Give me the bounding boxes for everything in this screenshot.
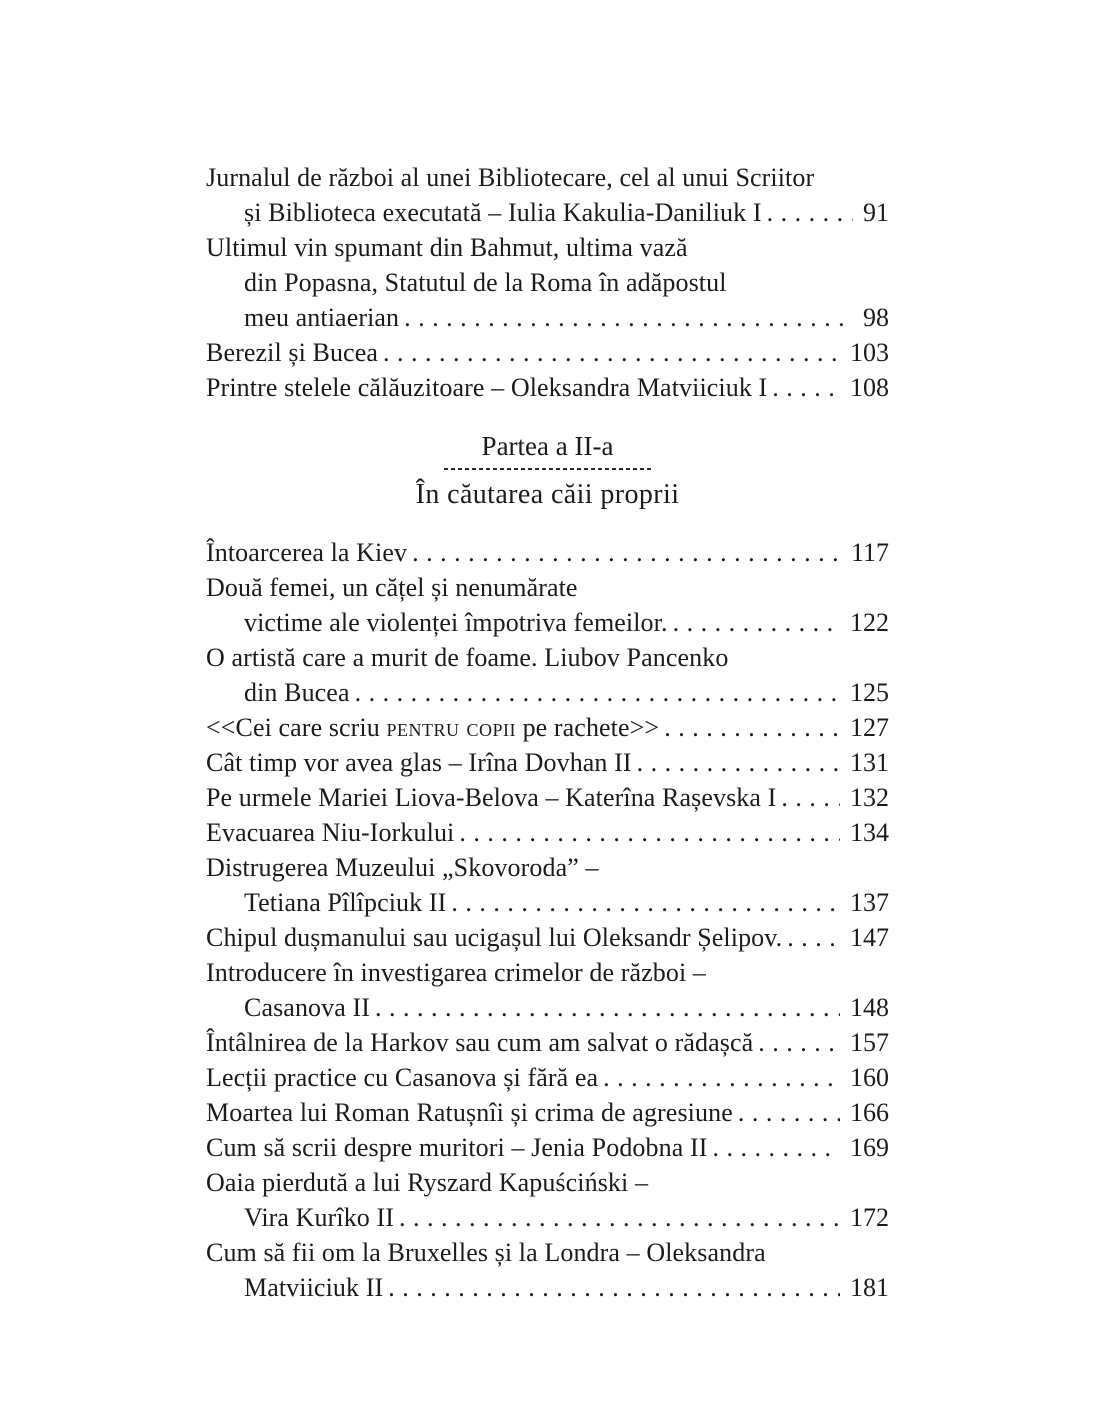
part-title: În căutarea căii proprii [415, 479, 680, 510]
toc-entry-line [206, 850, 889, 885]
toc-entry-line [206, 1025, 889, 1060]
toc-entry-text: Berezil și Bucea [206, 338, 378, 367]
page-number: 132 [850, 783, 889, 812]
toc-entry-line [206, 300, 889, 335]
toc-entry-text: Pe urmele Mariei Liova-Belova – Katerîna Rașevska I [206, 783, 777, 812]
page-number: 125 [850, 678, 889, 707]
page-number: 157 [850, 1028, 889, 1057]
toc-entry-text: Printre stelele călăuzitoare – Oleksandra Matviiciuk I [206, 373, 768, 402]
toc-entry-text: Întâlnirea de la Harkov sau cum am salvat o rădașcă [206, 1028, 754, 1057]
dot-leader [603, 1060, 840, 1095]
toc-entry-line [206, 570, 889, 605]
dot-leader [451, 885, 840, 920]
page-number: 108 [850, 373, 889, 402]
toc-entry-text: Două femei, un cățel și nenumărate [206, 573, 578, 602]
part-label: Partea a II-a [481, 431, 614, 461]
toc-entry-line [206, 1060, 889, 1095]
dot-leader [781, 780, 840, 815]
dot-leader [758, 1025, 840, 1060]
toc-entry-text: Lecții practice cu Casanova și fără ea [206, 1063, 599, 1092]
toc-entry-line [206, 535, 889, 570]
toc-entry-line [206, 710, 889, 745]
dot-leader [388, 1270, 840, 1305]
page-number: 160 [850, 1063, 889, 1092]
page-number: 181 [850, 1273, 889, 1302]
toc-entry-text: Cum să fii om la Bruxelles și la Londra – Oleksandra [206, 1238, 766, 1267]
toc-entry-text: Casanova II [244, 993, 370, 1022]
section-header [206, 429, 889, 513]
toc-entry-text: Vira Kurîko II [244, 1203, 395, 1232]
toc-entry-text: meu antiaerian [244, 303, 400, 332]
page-number: 148 [850, 993, 889, 1022]
toc-entry-line [206, 1095, 889, 1130]
toc-entry-text: Jurnalul de război al unei Bibliotecare, cel al unui Scriitor [206, 163, 815, 192]
page-number: 137 [850, 888, 889, 917]
toc-entry-text: Distrugerea Muzeului „Skovoroda” – [206, 853, 599, 882]
page-number: 103 [850, 338, 889, 367]
toc-entry-text: Tetiana Pîlîpciuk II [244, 888, 447, 917]
toc-entry-line [206, 1200, 889, 1235]
small-caps-text: pentru copii [386, 713, 516, 742]
page-number: 172 [850, 1203, 889, 1232]
page-number: 147 [850, 923, 889, 952]
toc-entry-line [206, 195, 889, 230]
dot-leader [787, 920, 840, 955]
toc-entry-text: victime ale violenței împotriva femeilor. [244, 608, 668, 637]
toc-entry-text: Cum să scrii despre muritori – Jenia Podobna II [206, 1133, 708, 1162]
toc-entry-line [206, 335, 889, 370]
dot-leader [383, 335, 840, 370]
toc-entry-text: Ultimul vin spumant din Bahmut, ultima vază [206, 233, 688, 262]
toc-entry-line [206, 955, 889, 990]
toc-part1-list [206, 160, 889, 405]
page-number: 169 [850, 1133, 889, 1162]
toc-entry-line [206, 1165, 889, 1200]
dot-leader [767, 195, 853, 230]
dot-leader [355, 675, 840, 710]
toc-entry-line [206, 745, 889, 780]
dot-leader [637, 745, 840, 780]
toc-entry-text: Cât timp vor avea glas – Irîna Dovhan II [206, 748, 632, 777]
toc-entry-line [206, 1270, 889, 1305]
toc-entry-line [206, 1235, 889, 1270]
toc-entry-text: O artistă care a murit de foame. Liubov Pancenko [206, 643, 729, 672]
toc-entry-line [206, 815, 889, 850]
toc-entry-text: și Biblioteca executată – Iulia Kakulia-Daniliuk I [244, 198, 762, 227]
toc-entry-line [206, 160, 889, 195]
dot-leader [459, 815, 840, 850]
toc-entry-line [206, 990, 889, 1025]
dot-leader [738, 1095, 840, 1130]
table-of-contents [206, 160, 889, 1305]
dot-leader [673, 605, 840, 640]
toc-entry-line [206, 605, 889, 640]
toc-entry-line [206, 920, 889, 955]
toc-entry-text: Oaia pierdută a lui Ryszard Kapuściński – [206, 1168, 649, 1197]
toc-entry-text: Întoarcerea la Kiev [206, 538, 408, 567]
dot-leader [399, 1200, 840, 1235]
page-number: 166 [850, 1098, 889, 1127]
toc-entry-text: Moartea lui Roman Ratușnîi și crima de agresiune [206, 1098, 733, 1127]
toc-entry-line [206, 780, 889, 815]
page-number: 127 [850, 713, 889, 742]
toc-entry-text: Chipul dușmanului sau ucigașul lui Oleksandr Șelipov. [206, 923, 783, 952]
page-number: 131 [850, 748, 889, 777]
toc-entry-line [206, 230, 889, 265]
dot-leader [664, 710, 840, 745]
page-number: 134 [850, 818, 889, 847]
dot-leader [412, 535, 841, 570]
page-number: 91 [863, 198, 889, 227]
toc-entry-line [206, 1130, 889, 1165]
dot-leader [404, 300, 853, 335]
page-number: 98 [863, 303, 889, 332]
toc-entry-line [206, 265, 889, 300]
dot-leader [713, 1130, 841, 1165]
toc-entry-text: Matviiciuk II [244, 1273, 384, 1302]
dashed-divider [444, 468, 652, 470]
toc-entry-text: din Popasna, Statutul de la Roma în adăpostul [244, 268, 727, 297]
dot-leader [375, 990, 840, 1025]
toc-entry-text: Introducere în investigarea crimelor de război – [206, 958, 707, 987]
toc-entry-line [206, 885, 889, 920]
toc-entry-text: Evacuarea Niu-Iorkului [206, 818, 455, 847]
toc-entry-text: <<Cei care scriu pentru copii pe rachete>> [206, 713, 660, 742]
toc-entry-line [206, 370, 889, 405]
toc-entry-line [206, 640, 889, 675]
toc-entry-line [206, 675, 889, 710]
page-number: 117 [850, 538, 889, 567]
page-number: 122 [850, 608, 889, 637]
dot-leader [772, 370, 840, 405]
toc-entry-text: din Bucea [244, 678, 350, 707]
toc-part2-list [206, 535, 889, 1305]
